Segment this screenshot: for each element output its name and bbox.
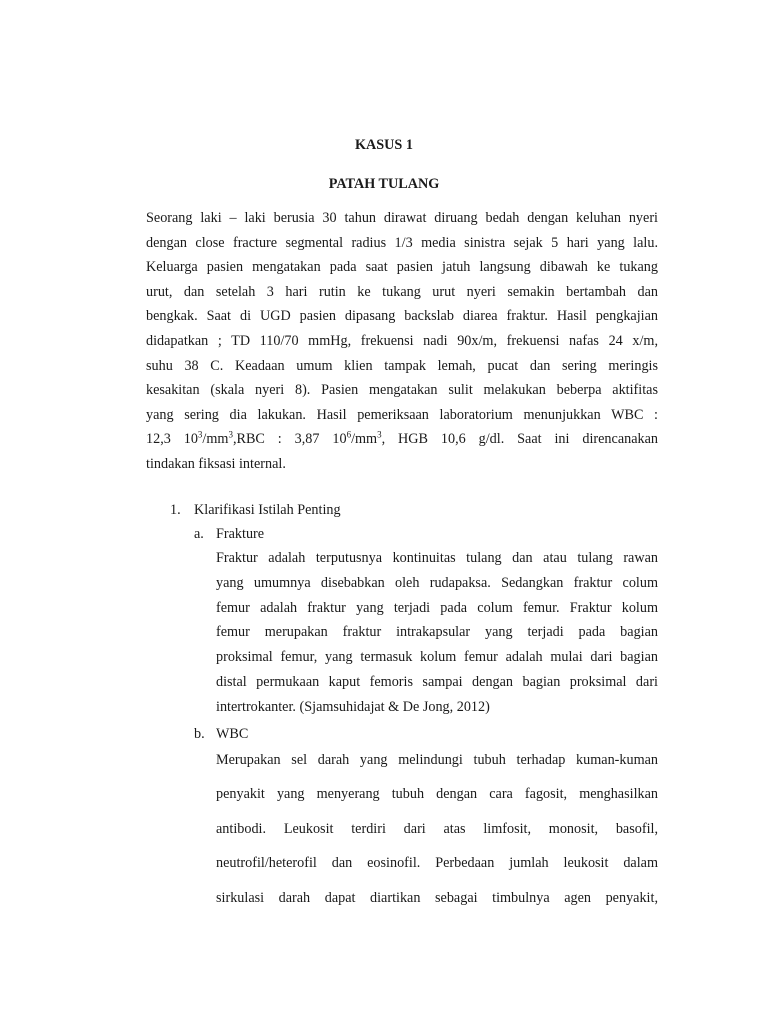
paragraph-line: penyakit yang menyerang tubuh dengan cara fagosit, menghasilkan (216, 786, 658, 803)
paragraph-line: Keluarga pasien mengatakan pada saat pasien jatuh langsung dibawah ke tukang (146, 259, 658, 276)
lab-results-line (146, 427, 658, 452)
paragraph-line: urut, dan setelah 3 hari rutin ke tukang urut nyeri semakin bertambah dan (146, 283, 658, 300)
rbc-value: ,RBC : 3,87 10 (232, 431, 347, 448)
term-heading-wbc: WBC (216, 726, 249, 742)
sublist-letter: b. (194, 726, 205, 742)
sublist-letter: a. (194, 526, 204, 542)
hgb-text: , HGB 10,6 g/dl. Saat ini direncanakan (381, 431, 658, 448)
paragraph-line: didapatkan ; TD 110/70 mmHg, frekuensi nadi 90x/m, frekuensi nafas 24 x/m, (146, 332, 658, 349)
paragraph-line: bengkak. Saat di UGD pasien dipasang backslab diarea fraktur. Hasil pengkajian (146, 308, 658, 325)
wbc-unit: /mm (202, 431, 229, 448)
case-subtitle: PATAH TULANG (328, 176, 440, 192)
paragraph-line: Seorang laki – laki berusia 30 tahun dirawat diruang bedah dengan keluhan nyeri (146, 210, 658, 226)
paragraph-line: neutrofil/heterofil dan eosinofil. Perbedaan jumlah leukosit dalam (216, 855, 658, 872)
paragraph-line: kesakitan (skala nyeri 8). Pasien mengatakan sulit melakukan beberpa aktifitas (146, 382, 658, 399)
paragraph-line: yang sering dia lakukan. Hasil pemeriksaan laboratorium menunjukkan WBC : (146, 406, 658, 423)
paragraph-last-line: intertrokanter. (Sjamsuhidajat & De Jong, 2012) (216, 698, 490, 715)
paragraph-line: dengan close fracture segmental radius 1/3 media sinistra sejak 5 hari yang lalu. (146, 234, 658, 251)
paragraph-line: proksimal femur, yang termasuk kolum femur adalah mulai dari bagian (216, 649, 658, 666)
paragraph-line: sirkulasi darah dapat diartikan sebagai timbulnya agen penyakit, (216, 889, 658, 906)
paragraph-line: suhu 38 C. Keadaan umum klien tampak lemah, pucat dan sering meringis (146, 357, 658, 374)
paragraph-line: femur merupakan fraktur intrakapsular yang terjadi pada bagian (216, 624, 658, 641)
paragraph-line: Merupakan sel darah yang melindungi tubuh terhadap kuman-kuman (216, 752, 658, 768)
wbc-definition-paragraph (216, 748, 658, 920)
frakture-definition-paragraph (216, 546, 658, 720)
paragraph-line: yang umumnya disebabkan oleh rudapaksa. Sedangkan fraktur colum (216, 574, 658, 591)
wbc-unit-exponent: 3 (228, 429, 233, 440)
rbc-unit-exponent: 3 (377, 429, 382, 440)
paragraph-line: distal permukaan kaput femoris sampai dengan bagian proksimal dari (216, 673, 658, 690)
case-description-paragraph (146, 206, 658, 477)
rbc-exponent: 6 (346, 429, 352, 440)
case-title: KASUS 1 (355, 137, 413, 153)
term-heading-frakture: Frakture (216, 526, 265, 542)
list-number: 1. (170, 502, 181, 518)
paragraph-line: femur adalah fraktur yang terjadi pada colum femur. Fraktur kolum (216, 599, 658, 616)
section-heading: Klarifikasi Istilah Penting (194, 502, 341, 518)
wbc-exponent: 3 (197, 429, 203, 440)
paragraph-line: Fraktur adalah terputusnya kontinuitas tulang dan atau tulang rawan (216, 550, 658, 566)
wbc-value: 12,3 10 (146, 431, 198, 448)
paragraph-last-line: tindakan fiksasi internal. (146, 455, 286, 472)
rbc-unit: /mm (351, 431, 378, 448)
paragraph-line: antibodi. Leukosit terdiri dari atas limfosit, monosit, basofil, (216, 820, 658, 837)
